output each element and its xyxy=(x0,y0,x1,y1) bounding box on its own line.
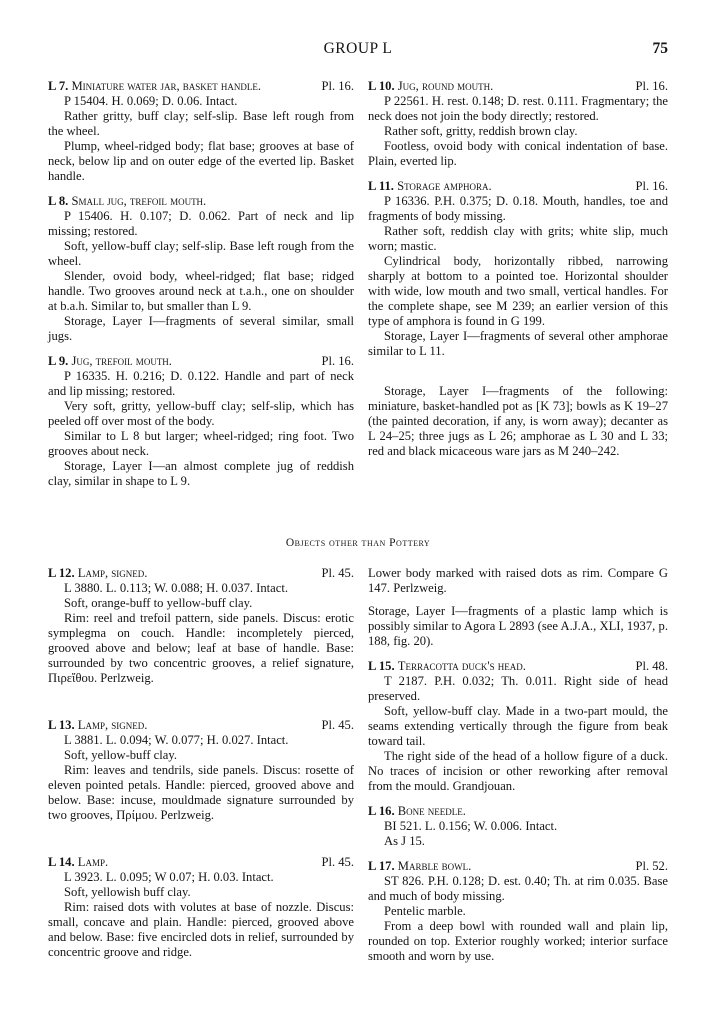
entry-text: Storage, Layer I—fragments of several similar, small jugs. xyxy=(48,314,354,343)
entry-text: Footless, ovoid body with conical indentation of base. Plain, everted lip. xyxy=(368,139,668,168)
entry-heading xyxy=(48,354,354,369)
spacer xyxy=(48,833,354,855)
left-column-bottom xyxy=(48,566,354,970)
entry-number: L 13. xyxy=(48,718,75,732)
entry-title: Miniature water jar, basket handle. xyxy=(71,79,262,93)
plate-ref: Pl. 45. xyxy=(321,718,354,732)
entry-text: Rim: leaves and tendrils, side panels. Discus: rosette of eleven pointed petals. Handle: pierced, grooved above and below. Base: incuse, mouldmade signature surrounded by two grooves, Πρίμου. Perlzweig. xyxy=(48,763,354,822)
catalog-entry xyxy=(368,179,668,359)
entry-heading xyxy=(48,855,354,870)
entry-heading xyxy=(368,179,668,194)
entry-text: BI 521. L. 0.156; W. 0.006. Intact. xyxy=(384,819,558,833)
catalog-entry xyxy=(368,659,668,794)
entry-title: Lamp, signed. xyxy=(77,718,148,732)
page-header xyxy=(48,40,668,64)
catalog-entry xyxy=(48,855,354,960)
entry-text: Rather gritty, buff clay; self-slip. Base left rough from the wheel. xyxy=(48,109,354,138)
entry-heading xyxy=(48,194,354,209)
entry-title: Jug, round mouth. xyxy=(397,79,494,93)
entry-text: P 22561. H. rest. 0.148; D. rest. 0.111. Fragmentary; the neck does not join the body directly; restored. xyxy=(368,94,668,123)
right-column-bottom xyxy=(368,566,668,974)
entry-number: L 12. xyxy=(48,566,75,580)
plate-ref: Pl. 45. xyxy=(321,566,354,580)
entry-continuation xyxy=(368,566,668,649)
entry-text: P 16336. P.H. 0.375; D. 0.18. Mouth, handles, toe and fragments of body missing. xyxy=(368,194,668,223)
plate-ref: Pl. 52. xyxy=(635,859,668,873)
catalog-entry xyxy=(48,566,354,686)
entry-title: Bone needle. xyxy=(397,804,466,818)
entry-text: Plump, wheel-ridged body; flat base; grooves at base of neck, below lip and on outer edge of the everted lip. Basket handle. xyxy=(48,139,354,183)
entry-text: As J 15. xyxy=(384,834,425,848)
plate-ref: Pl. 16. xyxy=(321,354,354,368)
entry-text: The right side of the head of a hollow figure of a duck. No traces of incision or other reworking after removal from the mould. Grandjouan. xyxy=(368,749,668,793)
entry-text: Soft, yellow-buff clay. xyxy=(64,748,177,762)
storage-note xyxy=(368,384,668,459)
entry-number: L 15. xyxy=(368,659,395,673)
entry-number: L 14. xyxy=(48,855,75,869)
entry-text: P 15406. H. 0.107; D. 0.062. Part of neck and lip missing; restored. xyxy=(48,209,354,238)
entry-text: P 16335. H. 0.216; D. 0.122. Handle and part of neck and lip missing; restored. xyxy=(48,369,354,398)
entry-text: Soft, yellow-buff clay. Made in a two-part mould, the seams extending vertically through the figure from beak toward tail. xyxy=(368,704,668,748)
entry-text: From a deep bowl with rounded wall and plain lip, rounded on top. Exterior roughly worked; interior surface smooth and worn by use. xyxy=(368,919,668,963)
entry-heading xyxy=(368,659,668,674)
entry-number: L 11. xyxy=(368,179,394,193)
entry-heading xyxy=(368,859,668,874)
entry-text: L 3880. L. 0.113; W. 0.088; H. 0.037. Intact. xyxy=(64,581,288,595)
entry-text: ST 826. P.H. 0.128; D. est. 0.40; Th. at rim 0.035. Base and much of body missing. xyxy=(368,874,668,903)
entry-title: Storage amphora. xyxy=(397,179,492,193)
entry-number: L 9. xyxy=(48,354,69,368)
right-column-top xyxy=(368,79,668,469)
entry-text: P 15404. H. 0.069; D. 0.06. Intact. xyxy=(64,94,238,108)
running-title: GROUP L xyxy=(323,40,393,57)
entry-title: Marble bowl. xyxy=(397,859,472,873)
entry-heading xyxy=(48,566,354,581)
entry-text: L 3923. L. 0.095; W 0.07; H. 0.03. Intact. xyxy=(64,870,274,884)
catalog-entry xyxy=(48,79,354,184)
entry-text: Pentelic marble. xyxy=(384,904,466,918)
entry-text: Storage, Layer I—fragments of several other amphorae similar to L 11. xyxy=(368,329,668,358)
catalog-entry xyxy=(368,859,668,964)
left-column-top xyxy=(48,79,354,499)
entry-text: Slender, ovoid body, wheel-ridged; flat base; ridged handle. Two grooves around neck at t.a.h., one on shoulder at b.a.h. Similar to, but smaller than L 9. xyxy=(48,269,354,313)
entry-text: Storage, Layer I—fragments of the following: miniature, basket-handled pot as [K 73]; bowls as K 19–27 (the painted decoration, if any, is worn away); decanter as L 24–25; three jugs as L 26; amphorae as L 30 and L 33; red and black micaceous ware jars as M 240–242. xyxy=(368,384,668,458)
entry-heading xyxy=(368,79,668,94)
entry-title: Small jug, trefoil mouth. xyxy=(71,194,207,208)
plate-ref: Pl. 16. xyxy=(635,79,668,93)
entry-title: Terracotta duck's head. xyxy=(397,659,526,673)
entry-title: Jug, trefoil mouth. xyxy=(71,354,172,368)
spacer xyxy=(368,369,668,384)
entry-text: Soft, orange-buff to yellow-buff clay. xyxy=(64,596,253,610)
entry-text: Soft, yellow-buff clay; self-slip. Base left rough from the wheel. xyxy=(48,239,354,268)
entry-number: L 10. xyxy=(368,79,395,93)
entry-text: L 3881. L. 0.094; W. 0.077; H. 0.027. Intact. xyxy=(64,733,289,747)
entry-heading xyxy=(48,718,354,733)
entry-text: Rather soft, gritty, reddish brown clay. xyxy=(384,124,578,138)
entry-number: L 8. xyxy=(48,194,69,208)
entry-text: Rather soft, reddish clay with grits; white slip, much worn; mastic. xyxy=(368,224,668,253)
plate-ref: Pl. 16. xyxy=(635,179,668,193)
entry-text: Rim: reel and trefoil pattern, side panels. Discus: erotic symplegma on couch. Handle: incompletely pierced, grooved above and below; leaf at base of handle. Base: surrounded by two concentric grooves, a relief signature, Πιρεἴθου. Perlzweig. xyxy=(48,611,354,685)
catalog-entry xyxy=(48,718,354,823)
entry-text: Lower body marked with raised dots as rim. Compare G 147. Perlzweig. xyxy=(368,566,668,595)
spacer xyxy=(368,596,668,604)
plate-ref: Pl. 45. xyxy=(321,855,354,869)
entry-number: L 7. xyxy=(48,79,69,93)
entry-text: Storage, Layer I—an almost complete jug of reddish clay, similar in shape to L 9. xyxy=(48,459,354,488)
entry-number: L 16. xyxy=(368,804,395,818)
entry-text: Similar to L 8 but larger; wheel-ridged; ring foot. Two grooves about neck. xyxy=(48,429,354,458)
plate-ref: Pl. 48. xyxy=(635,659,668,673)
entry-heading xyxy=(48,79,354,94)
catalog-entry xyxy=(48,354,354,489)
section-heading: Objects other than Pottery xyxy=(285,537,431,549)
entry-title: Lamp, signed. xyxy=(77,566,148,580)
catalog-entry xyxy=(368,79,668,169)
entry-text: Very soft, gritty, yellow-buff clay; self-slip, which has peeled off over most of the body. xyxy=(48,399,354,428)
entry-text: Soft, yellowish buff clay. xyxy=(64,885,191,899)
spacer xyxy=(48,696,354,718)
entry-heading xyxy=(368,804,668,819)
plate-ref: Pl. 16. xyxy=(321,79,354,93)
entry-text: Cylindrical body, horizontally ribbed, narrowing sharply at bottom to a pointed toe. Horizontal shoulder with wide, low mouth and two small, vertical handles. For the complete shape, see M 239; an earlier version of this type of amphora is found in G 199. xyxy=(368,254,668,328)
entry-text: T 2187. P.H. 0.032; Th. 0.011. Right side of head preserved. xyxy=(368,674,668,703)
entry-title: Lamp. xyxy=(77,855,109,869)
page-number: 75 xyxy=(652,40,668,57)
entry-text: Storage, Layer I—fragments of a plastic lamp which is possibly similar to Agora L 2893 (see A.J.A., XLI, 1937, p. 188, fig. 20). xyxy=(368,604,668,648)
entry-text: Rim: raised dots with volutes at base of nozzle. Discus: small, concave and plain. Handle: pierced, grooved above and below. Base: five encircled dots in relief, surrounded by concentric groove and ridge. xyxy=(48,900,354,959)
entry-number: L 17. xyxy=(368,859,395,873)
catalog-entry xyxy=(48,194,354,344)
catalog-entry xyxy=(368,804,668,849)
